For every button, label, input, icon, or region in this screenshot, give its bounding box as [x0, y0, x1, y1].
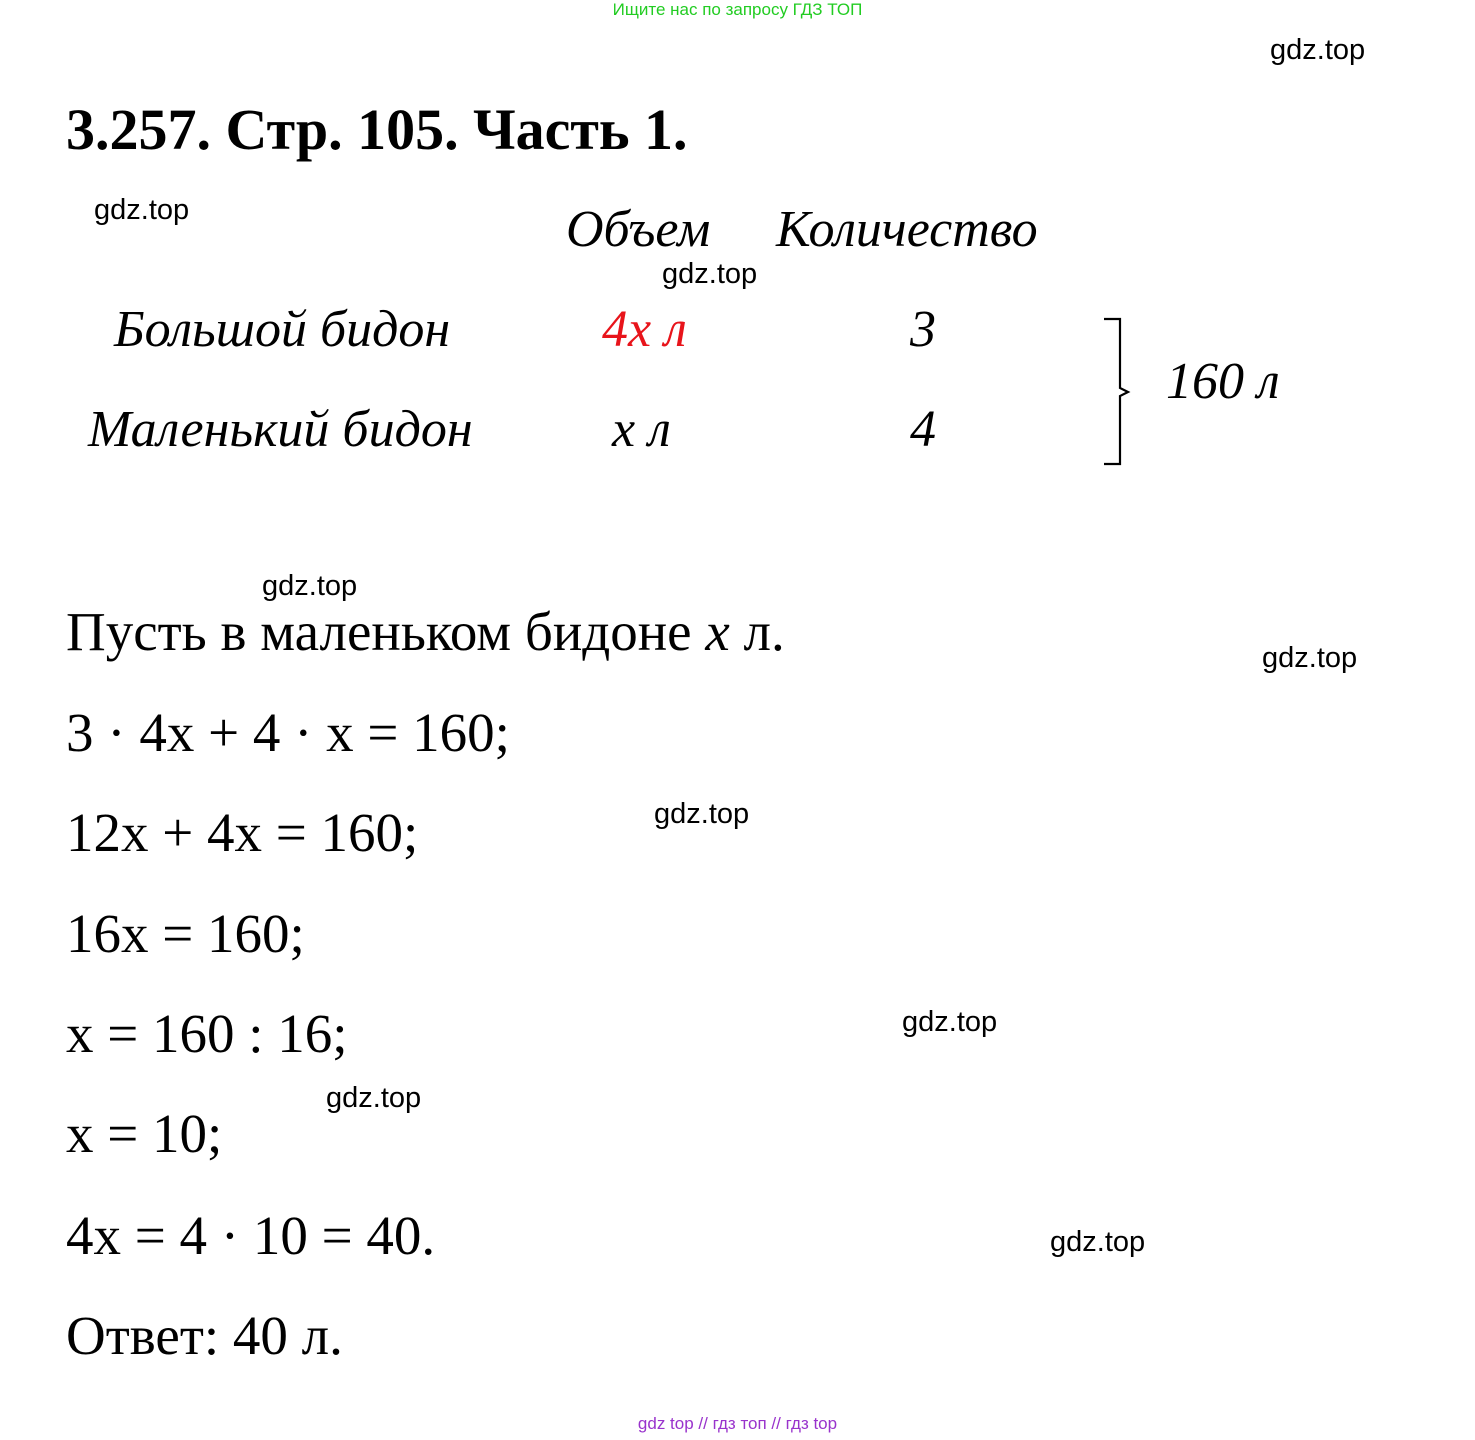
header-count: Количество — [776, 201, 1038, 258]
equation-line: x = 10; — [66, 1103, 223, 1164]
total-volume: 160 л — [1166, 353, 1280, 410]
row-name-large: Большой бидон — [114, 301, 451, 358]
footer-links: gdz top // гдз топ // гдз top — [637, 1414, 838, 1433]
brace-icon — [1100, 316, 1150, 470]
intro-var: x — [705, 601, 730, 662]
watermark: gdz.top — [654, 798, 750, 830]
watermark: gdz.top — [662, 258, 758, 290]
watermark: gdz.top — [94, 194, 190, 226]
header-volume: Объем — [566, 201, 711, 258]
watermark: gdz.top — [1270, 34, 1366, 66]
watermark: gdz.top — [326, 1082, 422, 1114]
row-name-small: Маленький бидон — [88, 401, 473, 458]
watermark: gdz.top — [262, 570, 358, 602]
row-volume-small: x л — [612, 401, 671, 458]
row-count-small: 4 — [910, 401, 936, 458]
intro-text: Пусть в маленьком бидоне — [66, 601, 706, 662]
watermark: gdz.top — [1262, 642, 1358, 674]
watermark: gdz.top — [1050, 1226, 1146, 1258]
answer: Ответ: 40 л. — [66, 1305, 343, 1366]
watermark: gdz.top — [902, 1006, 998, 1038]
equation-line: x = 160 : 16; — [66, 1003, 348, 1064]
row-volume-large: 4x л — [602, 301, 687, 358]
equation-line: 3 · 4x + 4 · x = 160; — [66, 702, 510, 763]
solution-intro — [66, 600, 785, 663]
intro-unit: л. — [729, 601, 785, 662]
search-banner: Ищите нас по запросу ГДЗ ТОП — [612, 0, 863, 19]
equation-line: 4x = 4 · 10 = 40. — [66, 1205, 436, 1266]
equation-line: 16x = 160; — [66, 903, 305, 964]
equation-line: 12x + 4x = 160; — [66, 802, 419, 863]
page-title: 3.257. Стр. 105. Часть 1. — [66, 97, 688, 162]
row-count-large: 3 — [910, 301, 936, 358]
